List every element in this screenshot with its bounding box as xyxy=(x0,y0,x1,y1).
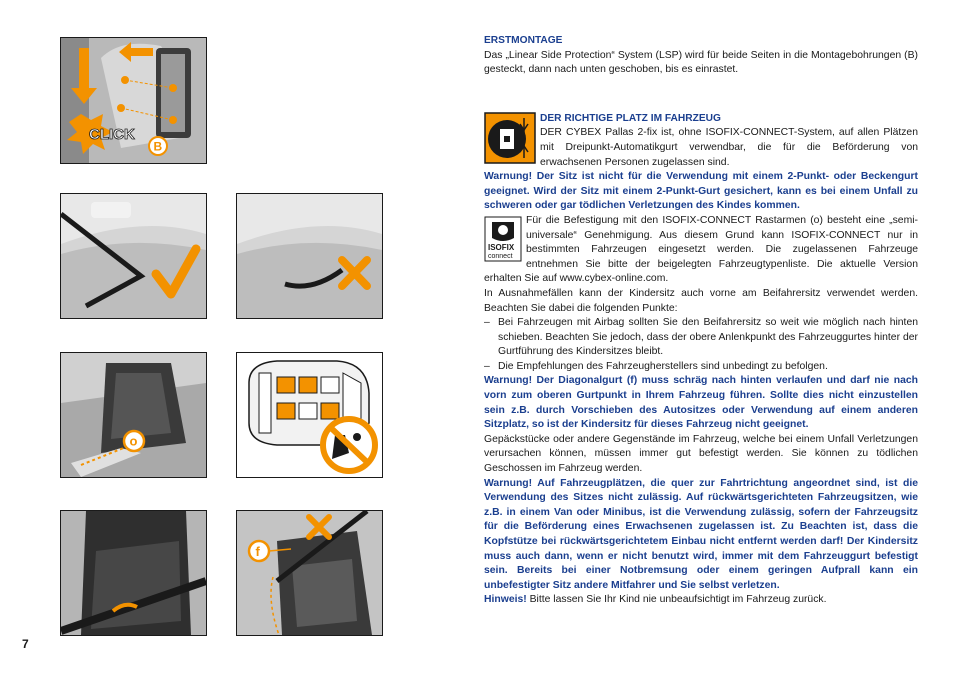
warning-diagonal-belt: Warnung! Der Diagonalgurt (f) muss schräg nach hinten verlaufen und darf nie nach vorn zum oberen Gurtpunkt in Ihrem Fahrzeug führen. Sollte dies nicht einzustellen sein z.B. durch Vorschieben des Autositzes oder Verwendung auf einem anderen Sitzplatz, so ist der Kindersitz für dieses Fahrzeug nicht geeignet. xyxy=(484,375,918,431)
bullet-manufacturer-text: Die Empfehlungen des Fahrzeugherstellers sind unbedingt zu befolgen. xyxy=(498,360,828,372)
section-richtiger-platz xyxy=(484,112,918,608)
section-heading-erstmontage: ERSTMONTAGE xyxy=(484,35,563,46)
diagonal-belt-illustration xyxy=(237,511,382,635)
belt-guide-illustration xyxy=(61,511,206,635)
text-column xyxy=(484,34,918,608)
isofix-word: ISOFIX xyxy=(488,242,515,252)
lap-belt-illustration xyxy=(237,194,382,318)
figure-diagonal-belt xyxy=(236,510,383,636)
isofix-connect-icon xyxy=(484,216,522,262)
section-intro-text: DER CYBEX Pallas 2-fix ist, ohne ISOFIX-CONNECT-System, auf allen Plätzen mit Dreipunkt-Automatikgurt verwendbar, die für die Beförderung von erwachsenen Personen zugelassen sind. xyxy=(540,127,918,168)
luggage-text: Gepäckstücke oder andere Gegenstände im Fahrzeug, welche bei einem Unfall Verletzungen verursachen können, müssen immer gut befestigt werden. Sie können zu tödlichen Geschossen im Fahrzeug werden. xyxy=(484,433,918,475)
three-point-belt-illustration xyxy=(61,194,206,318)
label-f: f xyxy=(255,544,260,559)
car-top-view-illustration xyxy=(237,353,382,477)
hint-text: Bitte lassen Sie Ihr Kind nie unbeaufsichtigt im Fahrzeug zurück. xyxy=(526,594,827,606)
warning-two-point-belt: Warnung! Der Sitz ist nicht für die Verwendung mit einem 2-Punkt- oder Beckengurt geeignet. Wird der Sitz mit einem 2-Punkt-Gurt gesichert, kann es bei einem Unfall zu schweren oder gar tödlichen Verletzungen des Kindes kommen. xyxy=(484,171,918,212)
figure-isofix-connect-arms xyxy=(60,352,207,478)
hint-label: Hinweis! xyxy=(484,594,527,606)
page-number: 7 xyxy=(22,637,29,651)
connect-word: connect xyxy=(488,252,513,260)
front-seat-exception-text: In Ausnahmefällen kann der Kindersitz auch vorne am Beifahrersitz verwendet werden. Beachten Sie dabei die folgenden Punkte: xyxy=(484,287,918,314)
section-heading-richtiger-platz: DER RICHTIGE PLATZ IM FAHRZEUG xyxy=(540,112,721,124)
bullet-airbag-text: Bei Fahrzeugen mit Airbag sollten Sie den Beifahrersitz so weit wie möglich nach hinten schieben. Beachten Sie jedoch, dass der obere Anlenkpunkt des Fahrzeuggurtes hinter der Gurtführung des Kindersitzes bleibt. xyxy=(498,317,918,358)
section-erstmontage-body: Das „Linear Side Protection“ System (LSP) wird für beide Seiten in die Montagebohrungen (B) gesteckt, dann nach unten geschoben, bis es einrastet. xyxy=(484,49,918,76)
figure-seating-positions xyxy=(236,352,383,478)
seat-belt-icon xyxy=(484,112,536,164)
isofix-arms-illustration xyxy=(61,353,206,477)
figure-belt-guide xyxy=(60,510,207,636)
figure-three-point-belt-ok xyxy=(60,193,207,319)
label-b: B xyxy=(153,139,163,154)
lsp-mounting-illustration xyxy=(61,38,206,163)
hint-paragraph xyxy=(484,593,918,608)
isofix-connect-text: Für die Befestigung mit den ISOFIX-CONNECT Rastarmen (o) besteht eine „semi-universale“ Genehmigung. Aus diesem Grund kann ISOFIX-CONNECT nur in bestimmten Fahrzeugen eingesetzt werden. Die zugelassenen Fahrzeuge entnehmen Sie bitte der beigelegten Fahrzeugtypenliste. Die aktuelle Version erhalten Sie auf www.cybex-online.com. xyxy=(484,214,918,285)
label-o: o xyxy=(129,433,138,449)
click-label: CLICK xyxy=(89,126,135,143)
figure-lsp-mounting xyxy=(60,37,207,164)
list-item: – Bei Fahrzeugen mit Airbag sollten Sie den Beifahrersitz so weit wie möglich nach hinten schieben. Beachten Sie jedoch, dass der obere Anlenkpunkt des Fahrzeuggurtes hinter der Gurtführung des Kindersitzes bleibt. xyxy=(484,316,918,360)
list-item: – Die Empfehlungen des Fahrzeugherstellers sind unbedingt zu befolgen. xyxy=(484,360,918,375)
warning-sideways-seats: Warnung! Auf Fahrzeugplätzen, die quer zur Fahrtrichtung angeordnet sind, ist die Verwendung des Sitzes nicht zulässig. Auf rückwärtsgerichteten Fahrzeugsitzen, wie z.B. in einem Van oder Minibus, ist die Verwendung zulässig, sofern der Fahrzeugsitz für die Beförderung eines Erwachsenen zugelassen ist. Zu Beachten ist, dass die Kopfstütze bei rückwärtsgerichtetem Einbau nicht entfernt werden darf! Der Kindersitz muss auch dann, wenn er nicht benutzt wird, immer mit dem Fahrzeuggurt befestigt sein. Bereits bei einer Notbremsung oder einem geringen Aufprall kann ein unbefestigter Sitz andere Mitfahrer und Sie selbst verletzen. xyxy=(484,477,918,591)
figure-lap-belt-not-ok xyxy=(236,193,383,319)
